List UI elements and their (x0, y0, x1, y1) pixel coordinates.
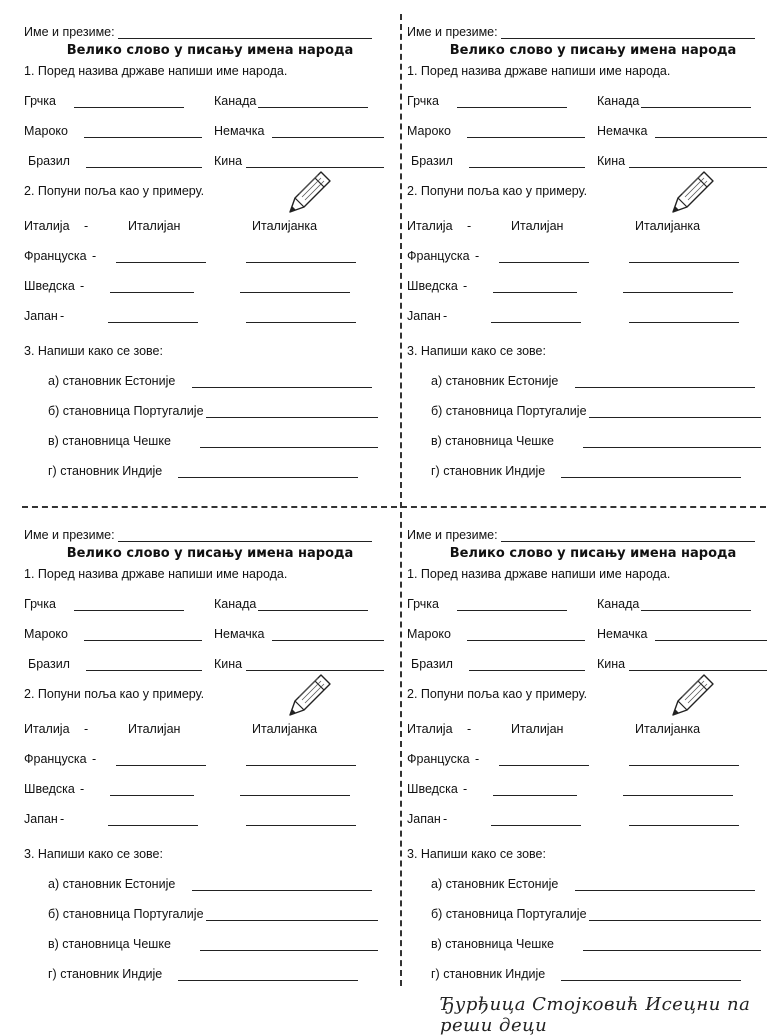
answer-blank[interactable] (86, 155, 202, 168)
country-label: Кина (597, 154, 626, 168)
female-blank[interactable] (240, 280, 350, 293)
male-blank[interactable] (108, 813, 198, 826)
name-label: Име и презиме: (407, 25, 498, 39)
example-female: Италијанка (252, 722, 318, 736)
female-blank[interactable] (629, 753, 739, 766)
answer-blank[interactable] (246, 658, 384, 671)
answer-blank[interactable] (178, 968, 358, 981)
task3-item: г) становник Индије (48, 464, 163, 478)
country-label: Француска (407, 752, 470, 766)
female-blank[interactable] (623, 783, 733, 796)
answer-blank[interactable] (467, 125, 585, 138)
author-signature: Ђурђица Стојковић Исецни па реши деци (440, 994, 751, 1036)
worksheet-title: Велико слово у писању имена народа (449, 43, 737, 58)
answer-blank[interactable] (200, 938, 378, 951)
country-label: Француска (407, 249, 470, 263)
name-field[interactable] (118, 26, 372, 39)
example-male: Италијан (511, 722, 564, 736)
dash-separator: - (467, 219, 472, 233)
country-label: Кина (597, 657, 626, 671)
country-label: Јапан (24, 812, 58, 826)
task3-item: б) становница Португалије (48, 404, 204, 418)
answer-blank[interactable] (575, 375, 755, 388)
task3-item: а) становник Естоније (48, 374, 176, 388)
answer-blank[interactable] (258, 95, 368, 108)
answer-blank[interactable] (641, 598, 751, 611)
example-female: Италијанка (252, 219, 318, 233)
task3-instruction: 3. Напиши како се зове: (24, 344, 163, 358)
task3-item: г) становник Индије (431, 967, 546, 981)
example-male: Италијан (511, 219, 564, 233)
answer-blank[interactable] (246, 155, 384, 168)
answer-blank[interactable] (469, 155, 585, 168)
task3-item: б) становница Португалије (431, 404, 587, 418)
male-blank[interactable] (499, 753, 589, 766)
country-label: Немачка (214, 124, 265, 138)
dash-separator: - (92, 249, 97, 263)
answer-blank[interactable] (178, 465, 358, 478)
answer-blank[interactable] (192, 375, 372, 388)
answer-blank[interactable] (84, 628, 202, 641)
male-blank[interactable] (116, 753, 206, 766)
pencil-icon (671, 671, 715, 717)
worksheet-title: Велико слово у писању имена народа (449, 546, 737, 561)
task2-instruction: 2. Попуни поља као у примеру. (407, 184, 588, 198)
country-label: Мароко (24, 627, 68, 641)
task3-instruction: 3. Напиши како се зове: (407, 847, 546, 861)
country-label: Канада (214, 597, 257, 611)
task1-instruction: 1. Поред назива државе напиши име народа. (407, 567, 671, 581)
dash-separator: - (92, 752, 97, 766)
answer-blank[interactable] (192, 878, 372, 891)
country-label: Шведска (24, 279, 75, 293)
male-blank[interactable] (116, 250, 206, 263)
female-blank[interactable] (629, 813, 739, 826)
answer-blank[interactable] (583, 938, 761, 951)
male-blank[interactable] (493, 280, 577, 293)
answer-blank[interactable] (86, 658, 202, 671)
name-label: Име и презиме: (407, 528, 498, 542)
answer-blank[interactable] (561, 465, 741, 478)
female-blank[interactable] (629, 310, 739, 323)
dash-separator: - (463, 782, 468, 796)
male-blank[interactable] (110, 280, 194, 293)
country-label: Мароко (24, 124, 68, 138)
task3-item: а) становник Естоније (48, 877, 176, 891)
answer-blank[interactable] (467, 628, 585, 641)
task3-item: в) становница Чешке (48, 434, 171, 448)
country-label: Грчка (407, 94, 439, 108)
task2-instruction: 2. Попуни поља као у примеру. (24, 184, 205, 198)
country-label: Грчка (24, 94, 56, 108)
answer-blank[interactable] (589, 405, 761, 418)
worksheet-copy-bottom-right (407, 525, 768, 1005)
pencil-icon (671, 168, 715, 214)
answer-blank[interactable] (272, 125, 384, 138)
dash-separator: - (475, 752, 480, 766)
dash-separator: - (60, 309, 65, 323)
country-label: Канада (214, 94, 257, 108)
female-blank[interactable] (246, 310, 356, 323)
example-female: Италијанка (635, 219, 701, 233)
example-country: Италија (407, 722, 453, 736)
vertical-cut-line (400, 14, 402, 986)
answer-blank[interactable] (84, 125, 202, 138)
country-label: Француска (24, 752, 87, 766)
answer-blank[interactable] (655, 125, 767, 138)
example-male: Италијан (128, 722, 181, 736)
female-blank[interactable] (623, 280, 733, 293)
worksheet-copy-bottom-left (24, 525, 396, 1005)
country-label: Јапан (407, 812, 441, 826)
task3-item: г) становник Индије (431, 464, 546, 478)
name-label: Име и презиме: (24, 528, 115, 542)
task3-item: б) становница Португалије (48, 907, 204, 921)
female-blank[interactable] (246, 250, 356, 263)
answer-blank[interactable] (629, 155, 767, 168)
answer-blank[interactable] (74, 598, 184, 611)
country-label: Мароко (407, 124, 451, 138)
pencil-icon (288, 671, 332, 717)
country-label: Кина (214, 154, 243, 168)
dash-separator: - (443, 812, 448, 826)
answer-blank[interactable] (272, 628, 384, 641)
answer-blank[interactable] (561, 968, 741, 981)
task3-item: в) становница Чешке (431, 937, 554, 951)
country-label: Бразил (411, 657, 453, 671)
task1-instruction: 1. Поред назива државе напиши име народа. (24, 567, 288, 581)
country-label: Канада (597, 597, 640, 611)
name-label: Име и презиме: (24, 25, 115, 39)
dash-separator: - (60, 812, 65, 826)
country-label: Канада (597, 94, 640, 108)
male-blank[interactable] (499, 250, 589, 263)
country-label: Јапан (407, 309, 441, 323)
task3-item: а) становник Естоније (431, 877, 559, 891)
dash-separator: - (463, 279, 468, 293)
task3-item: а) становник Естоније (431, 374, 559, 388)
name-field[interactable] (118, 529, 372, 542)
country-label: Шведска (407, 279, 458, 293)
example-male: Италијан (128, 219, 181, 233)
task1-instruction: 1. Поред назива државе напиши име народа. (407, 64, 671, 78)
female-blank[interactable] (629, 250, 739, 263)
male-blank[interactable] (493, 783, 577, 796)
answer-blank[interactable] (469, 658, 585, 671)
answer-blank[interactable] (575, 878, 755, 891)
example-country: Италија (24, 219, 70, 233)
country-label: Грчка (24, 597, 56, 611)
task3-instruction: 3. Напиши како се зове: (407, 344, 546, 358)
male-blank[interactable] (491, 310, 581, 323)
country-label: Бразил (411, 154, 453, 168)
task3-item: в) становница Чешке (431, 434, 554, 448)
dash-separator: - (80, 279, 85, 293)
example-country: Италија (24, 722, 70, 736)
answer-blank[interactable] (200, 435, 378, 448)
worksheet-copy-top-right (407, 22, 768, 502)
country-label: Бразил (28, 657, 70, 671)
country-label: Бразил (28, 154, 70, 168)
male-blank[interactable] (108, 310, 198, 323)
task2-instruction: 2. Попуни поља као у примеру. (407, 687, 588, 701)
task3-instruction: 3. Напиши како се зове: (24, 847, 163, 861)
answer-blank[interactable] (457, 598, 567, 611)
example-female: Италијанка (635, 722, 701, 736)
dash-separator: - (84, 722, 89, 736)
task3-item: б) становница Португалије (431, 907, 587, 921)
answer-blank[interactable] (258, 598, 368, 611)
worksheet-title: Велико слово у писању имена народа (66, 43, 354, 58)
country-label: Француска (24, 249, 87, 263)
country-label: Грчка (407, 597, 439, 611)
example-country: Италија (407, 219, 453, 233)
worksheet-copy-top-left (24, 22, 396, 502)
task1-instruction: 1. Поред назива државе напиши име народа. (24, 64, 288, 78)
dash-separator: - (80, 782, 85, 796)
pencil-icon (288, 168, 332, 214)
answer-blank[interactable] (206, 908, 378, 921)
task2-instruction: 2. Попуни поља као у примеру. (24, 687, 205, 701)
country-label: Мароко (407, 627, 451, 641)
male-blank[interactable] (110, 783, 194, 796)
answer-blank[interactable] (457, 95, 567, 108)
country-label: Немачка (597, 124, 648, 138)
answer-blank[interactable] (589, 908, 761, 921)
answer-blank[interactable] (641, 95, 751, 108)
female-blank[interactable] (246, 753, 356, 766)
dash-separator: - (443, 309, 448, 323)
answer-blank[interactable] (655, 628, 767, 641)
name-field[interactable] (501, 529, 755, 542)
dash-separator: - (467, 722, 472, 736)
dash-separator: - (84, 219, 89, 233)
answer-blank[interactable] (583, 435, 761, 448)
country-label: Јапан (24, 309, 58, 323)
answer-blank[interactable] (629, 658, 767, 671)
task3-item: г) становник Индије (48, 967, 163, 981)
worksheet-title: Велико слово у писању имена народа (66, 546, 354, 561)
female-blank[interactable] (240, 783, 350, 796)
answer-blank[interactable] (74, 95, 184, 108)
horizontal-cut-line (22, 506, 766, 508)
country-label: Немачка (597, 627, 648, 641)
country-label: Немачка (214, 627, 265, 641)
answer-blank[interactable] (206, 405, 378, 418)
country-label: Шведска (407, 782, 458, 796)
country-label: Кина (214, 657, 243, 671)
female-blank[interactable] (246, 813, 356, 826)
name-field[interactable] (501, 26, 755, 39)
task3-item: в) становница Чешке (48, 937, 171, 951)
male-blank[interactable] (491, 813, 581, 826)
dash-separator: - (475, 249, 480, 263)
country-label: Шведска (24, 782, 75, 796)
